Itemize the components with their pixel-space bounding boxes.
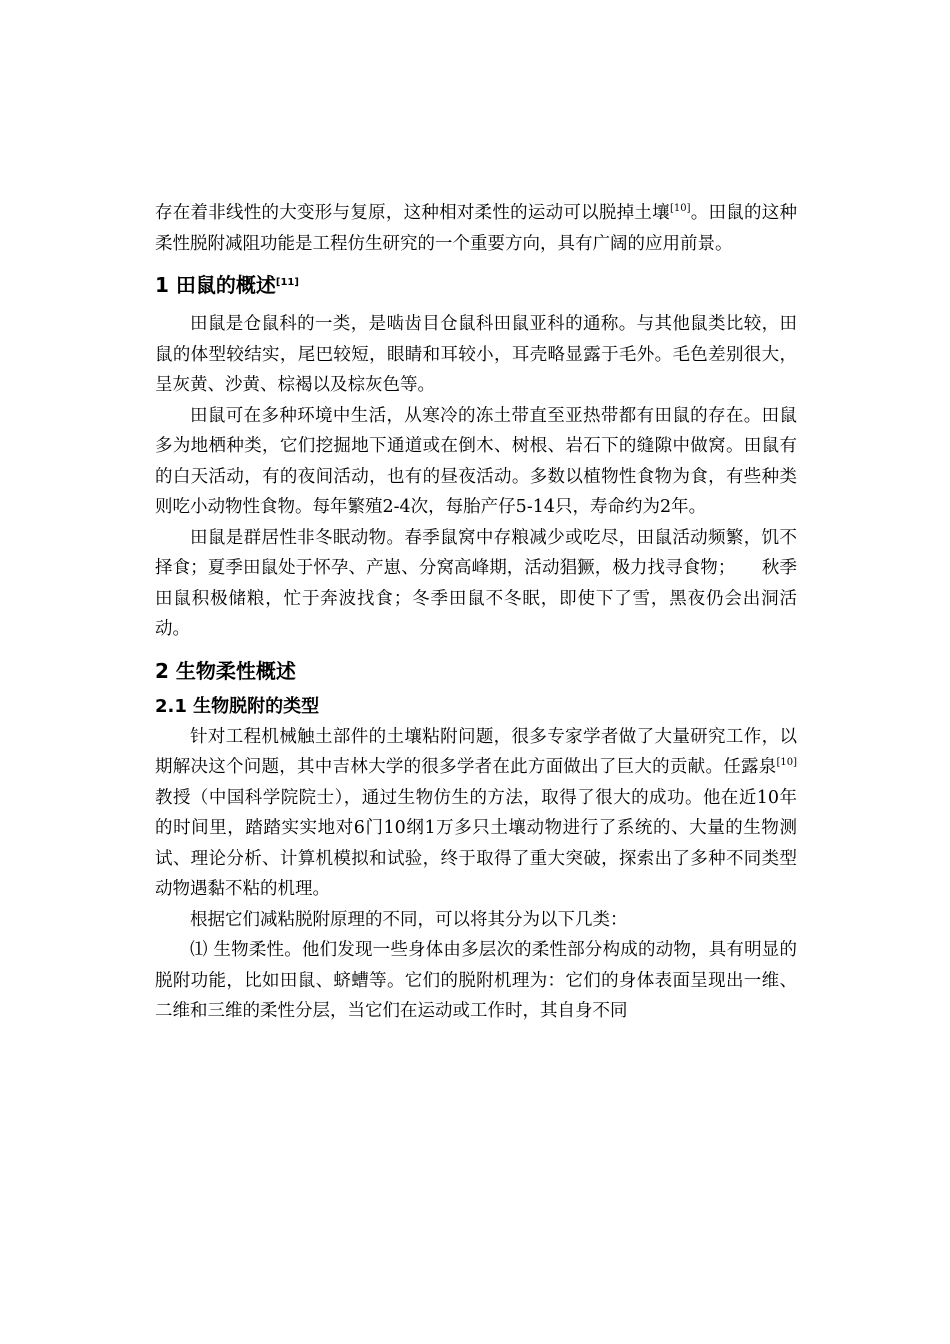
- section-heading-2: 2 生物柔性概述: [155, 658, 296, 683]
- section-heading-1: 1 田鼠的概述[11]: [155, 273, 299, 297]
- body-paragraph: 田鼠可在多种环境中生活，从寒冷的冻土带直至亚热带都有田鼠的存在。田鼠多为地栖种类，它们挖掘地下通道或在倒木、树根、岩石下的缝隙中做窝。田鼠有的白天活动，有的夜间活动，也有的昼夜活动。多数以植物性食物为食，有些种类则吃小动物性食物。每年繁殖2-4次，每胎产仔5-14只，寿命约为2年。: [155, 405, 797, 517]
- citation-ref: [11]: [275, 277, 299, 288]
- document-page: [155, 198, 797, 1027]
- citation-ref: [10]: [776, 757, 797, 768]
- subsection-heading-2-1: 2.1 生物脱附的类型: [155, 695, 320, 717]
- body-paragraph: 根据它们减粘脱附原理的不同，可以将其分为以下几类：: [190, 909, 628, 930]
- body-paragraph: 田鼠是群居性非冬眠动物。春季鼠窝中存粮减少或吃尽，田鼠活动频繁，饥不择食；夏季田鼠处于怀孕、产崽、分窝高峰期，活动猖獗，极力找寻食物； 秋季田鼠积极储粮，忙于奔波找食；冬季田鼠不冬眠，即使下了雪，黑夜仍会出洞活动。: [155, 527, 797, 639]
- list-item-paragraph: ⑴ 生物柔性。他们发现一些身体由多层次的柔性部分构成的动物，具有明显的脱附功能，比如田鼠、蛴螬等。它们的脱附机理为：它们的身体表面呈现出一维、二维和三维的柔性分层，当它们在运动或工作时，其自身不同: [155, 940, 797, 1021]
- body-paragraph: 针对工程机械触土部件的土壤粘附问题，很多专家学者做了大量研究工作，以期解决这个问题，其中吉林大学的很多学者在此方面做出了巨大的贡献。任露泉[10]教授（中国科学院院士），通过生物仿生的方法，取得了很大的成功。他在近10年的时间里，踏踏实实地对6门10纲1万多只土壤动物进行了系统的、大量的生物测试、理论分析、计算机模拟和试验，终于取得了重大突破，探索出了多种不同类型动物遇黏不粘的机理。: [155, 726, 797, 899]
- citation-ref: [10]: [669, 203, 691, 214]
- intro-paragraph: 存在着非线性的大变形与复原，这种相对柔性的运动可以脱掉土壤[10]。田鼠的这种柔性脱附减阻功能是工程仿生研究的一个重要方向，具有广阔的应用前景。: [155, 203, 798, 254]
- body-paragraph: 田鼠是仓鼠科的一类，是啮齿目仓鼠科田鼠亚科的通称。与其他鼠类比较，田鼠的体型较结实，尾巴较短，眼睛和耳较小，耳壳略显露于毛外。毛色差别很大，呈灰黄、沙黄、棕褐以及棕灰色等。: [155, 314, 797, 395]
